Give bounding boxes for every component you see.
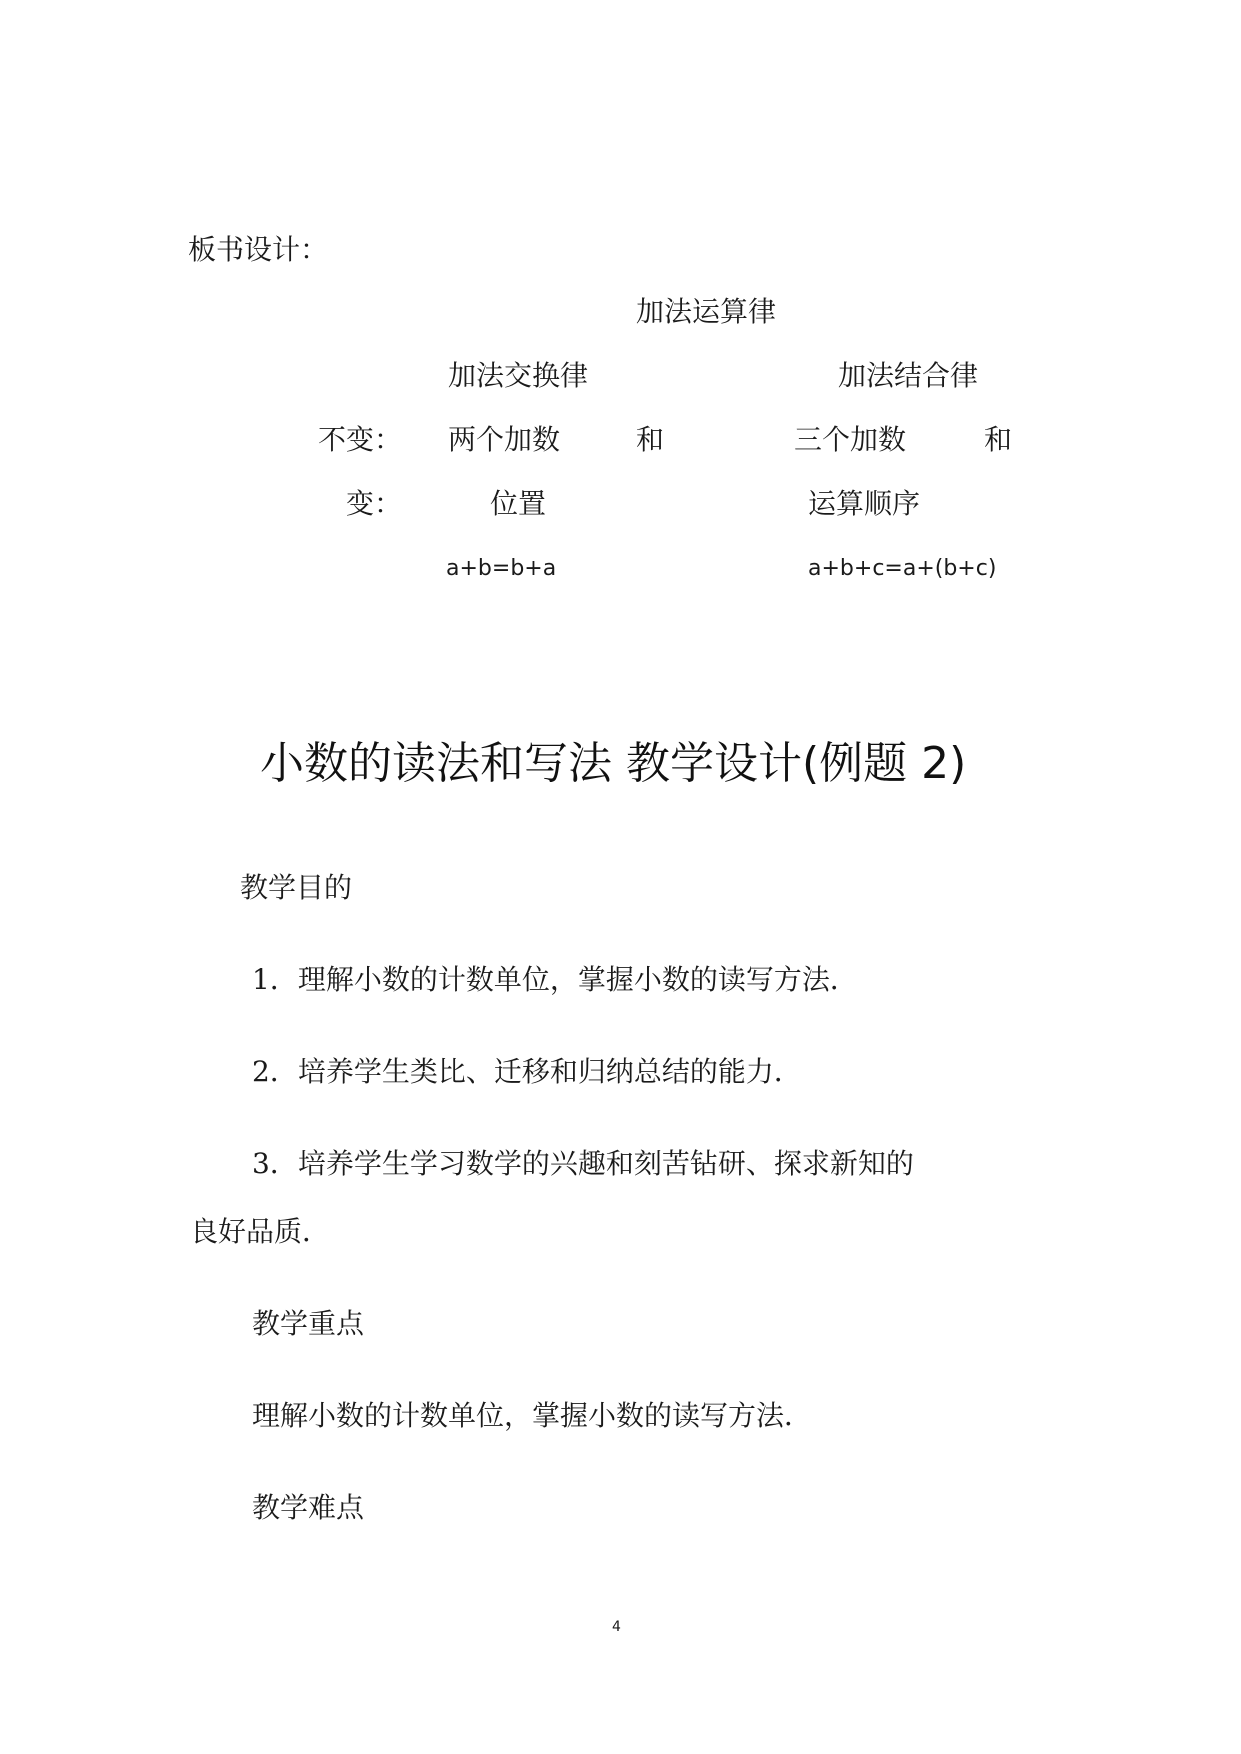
right-formula: a+b+c=a+(b+c) [808, 556, 997, 581]
key-point-text: 理解小数的计数单位，掌握小数的读写方法． [252, 1399, 813, 1432]
left-unchanged-and: 和 [636, 423, 665, 456]
objective-item: 3．培养学生学习数学的兴趣和刻苦钻研、探求新知的 [252, 1147, 914, 1180]
page-title: 小数的读法和写法 教学设计(例题 2) [260, 738, 967, 789]
objective-item-continued: 良好品质． [190, 1215, 331, 1248]
left-changed: 位置 [490, 487, 547, 520]
key-point-heading: 教学重点 [252, 1307, 365, 1340]
changed-label: 变： [346, 487, 403, 520]
left-unchanged: 两个加数 [448, 423, 561, 456]
left-formula: a+b=b+a [446, 556, 557, 581]
objective-item: 2．培养学生类比、迁移和归纳总结的能力． [252, 1055, 802, 1088]
objective-item: 1．理解小数的计数单位，掌握小数的读写方法． [252, 963, 858, 996]
board-label: 板书设计： [188, 233, 329, 266]
left-law-title: 加法交换律 [448, 359, 589, 392]
objectives-heading: 教学目的 [240, 871, 353, 904]
right-changed: 运算顺序 [808, 487, 921, 520]
right-unchanged: 三个加数 [794, 423, 907, 456]
right-unchanged-and: 和 [984, 423, 1013, 456]
board-heading: 加法运算律 [636, 295, 777, 328]
right-law-title: 加法结合律 [838, 359, 979, 392]
unchanged-label: 不变： [318, 423, 403, 456]
difficulty-heading: 教学难点 [252, 1491, 365, 1524]
page-number: 4 [612, 1619, 621, 1635]
